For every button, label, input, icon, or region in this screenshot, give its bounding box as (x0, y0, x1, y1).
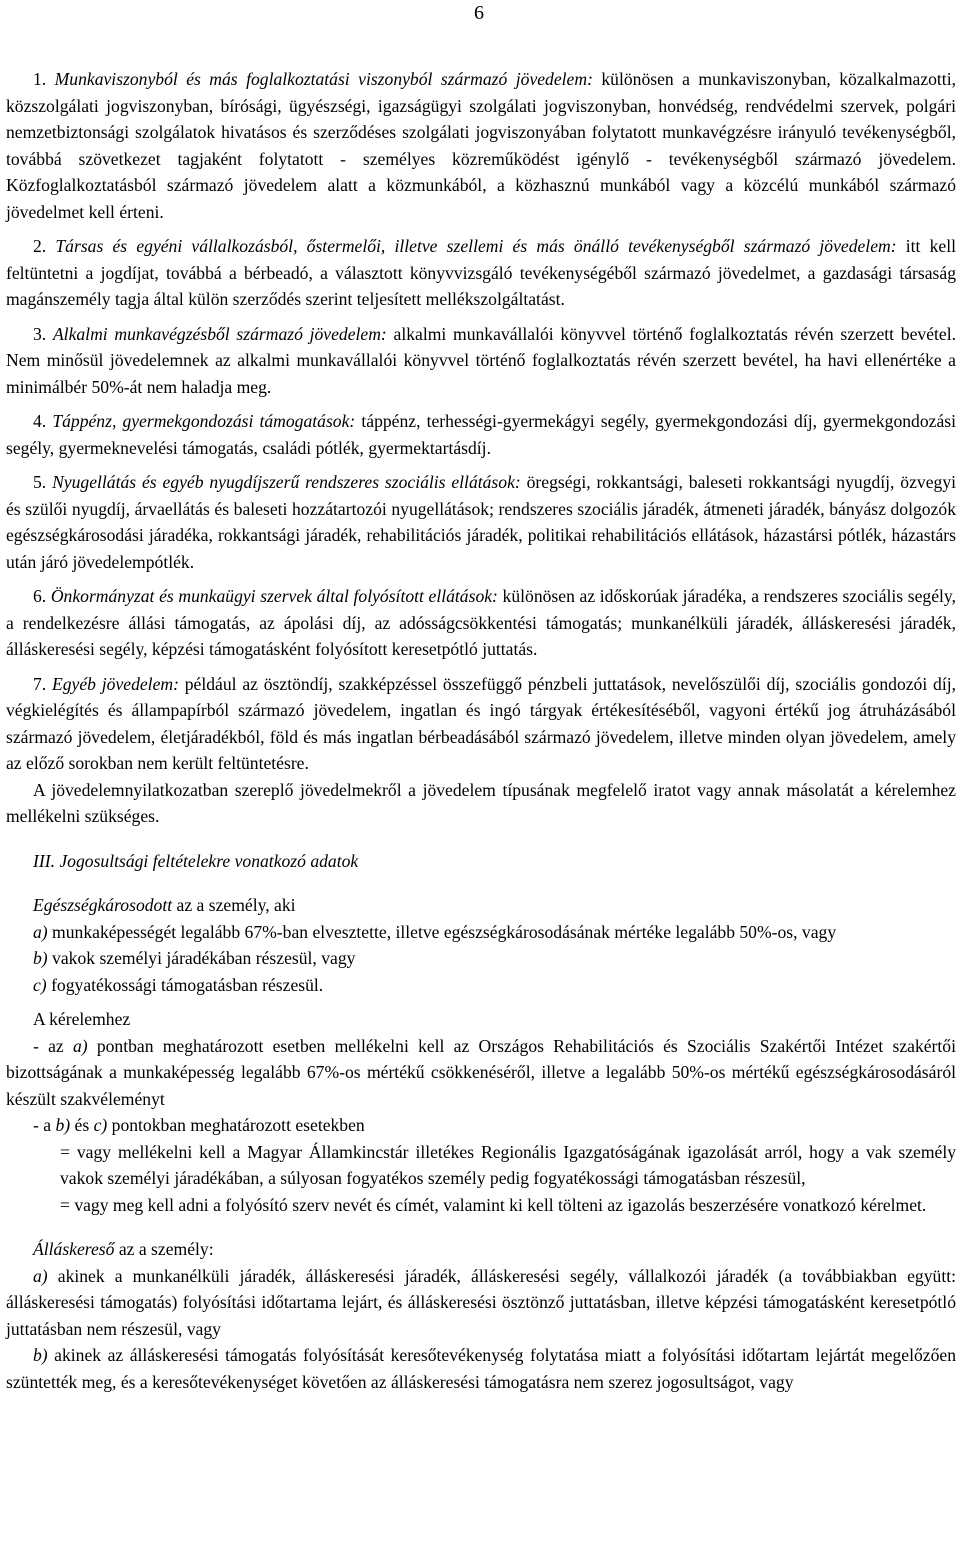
item-title: Nyugellátás és egyéb nyugdíjszerű rendszeres szociális ellátások: (52, 472, 521, 492)
item-text: táppénz, terhességi-gyermekágyi segély, gyermekgondozási díj, gyermekgondozási segély, gyermeknevelési támogatás, családi pótlék, gyermektartásdíj. (6, 411, 956, 458)
unemployed-option-b: b) akinek az álláskeresési támogatás folyósítását keresőtevékenység folytatása miatt a folyósítási időtartam lejártát megelőzően szüntették meg, és a keresőtevékenységet követően az álláskeresési támogatásra nem szerez jogosultságot, vagy (6, 1345, 956, 1392)
item-number: 7. (33, 673, 47, 694)
item-text: különösen az időskorúak járadéka, a rendszeres szociális segély, a rendelkezésre állási támogatás, az ápolási díj, az adósságcsökkentési támogatás; munkanélküli járadék, álláskeresési járadék, álláskeresési segély, képzési támogatásként folyósított keresetpótló juttatás. (6, 586, 956, 659)
item-text: például az ösztöndíj, szakképzéssel összefüggő pénzbeli juttatások, nevelőszülői díj, szociális gondozói díj, végkielégítés és állampapírból származó jövedelem, ingatlan és ingó tárgyak értékesítéséből, vagyoni értékű jog átruházásából származó jövedelem, életjáradékból, föld és más ingatlan bérbeadásából származó jövedelem, illetve minden olyan jövedelem, amely az előző sorokban nem került feltüntetésre. (6, 673, 957, 773)
item-number: 1. (33, 69, 47, 89)
page-number: 6 (474, 2, 484, 24)
defined-term: Álláskereső (33, 1239, 115, 1259)
closing-note: A jövedelemnyilatkozatban szereplő jövedelmekről a jövedelem típusának megfelelő iratot vagy annak másolatát a kérelemhez mellékelni szükséges. (6, 779, 956, 826)
unemployed-option-a: a) akinek a munkanélküli járadék, álláskeresési járadék, álláskeresési segély, vállalkozói járadék (a továbbiakban együtt: álláskeresési támogatás) folyósítási időtartama lejárt, és álláskeresési ösztönző juttatásban, illetve képzési támogatásként keresetpótló juttatásban nem részesül, vagy (6, 1265, 956, 1339)
disabled-option-a: a) munkaképességét legalább 67%-ban elvesztette, illetve egészségkárosodásának mértéke legalább 50%-os, vagy (33, 921, 837, 942)
item-number: 3. (33, 323, 47, 344)
item-title: Önkormányzat és munkaügyi szervek által folyósított ellátások: (50, 586, 498, 606)
item-title: Alkalmi munkavégzésből származó jövedelem: (52, 323, 387, 344)
income-item-7 (6, 671, 956, 777)
income-item-6 (6, 583, 956, 663)
disabled-definition: Egészségkárosodott az a személy, aki (33, 895, 296, 915)
item-title: Táppénz, gyermekgondozási támogatások: (52, 411, 356, 431)
item-title: Egyéb jövedelem: (52, 673, 179, 694)
attachment-bc-option-2: = vagy meg kell adni a folyósító szerv nevét és címét, valamint ki kell tölteni az igazolás beszerzésére vonatkozó kérelmet. (60, 1194, 927, 1215)
item-text: különösen a munkaviszonyban, közalkalmazotti, közszolgálati jogviszonyban, bírósági, ügyészségi, igazságügyi szolgálati jogviszonyban, honvédség, rendvédelmi szervek, polgári nemzetbiztonsági szolgálatok hivatásos és szerződéses szolgálati jogviszonyában folytatott munkavégzésre irányuló tevékenységből, továbbá szövetkezet tagjaként folytatott - személyes közreműködést igénylő - tevékenységből származó jövedelem. Közfoglalkoztatásból származó jövedelem alatt a közmunkából, a közhasznú munkából vagy a közcélú munkából származó jövedelmet kell érteni. (6, 69, 956, 222)
item-title: Munkaviszonyból és más foglalkoztatási viszonyból származó jövedelem: (54, 69, 593, 89)
attachment-bc-option-1: = vagy mellékelni kell a Magyar Államkincstár illetékes Regionális Igazgatóságának igazolását arról, hogy a vak személy vakok személyi járadékában, a súlyosan fogyatékos személy pedig fogyatékossági támogatásban részesül, (60, 1141, 956, 1188)
item-number: 2. (33, 236, 47, 256)
item-number: 5. (33, 472, 47, 492)
item-text: öregségi, rokkantsági, baleseti rokkantsági nyugdíj, özvegyi és szülői nyugdíj, árvaellátás és baleseti hozzátartozói nyugellátások; rendszeres szociális járadék, átmeneti járadék, bányász dolgozók egészségkárosodási járadéka, rokkantsági járadék, rehabilitációs járadék, politikai rehabilitációs ellátások, házastársi pótlék, házastárs után járó jövedelempótlék. (6, 472, 956, 572)
attachment-bc: - a b) és c) pontokban meghatározott esetekben (33, 1115, 365, 1135)
item-number: 6. (33, 586, 47, 606)
item-title: Társas és egyéni vállalkozásból, őstermelői, illetve szellemi és más önálló tevékenységből származó jövedelem: (55, 236, 897, 256)
income-item-3 (6, 321, 956, 401)
document-body (6, 66, 956, 1395)
item-text: itt kell feltüntetni a jogdíjat, továbbá a bérbeadó, a választott könyvvizsgáló tevékenységéből származó jövedelmet, a gazdasági társaság magánszemély tagja által külön szerződés szerint teljesített mellékszolgáltatást. (6, 236, 956, 309)
income-item-4 (6, 408, 956, 461)
income-item-1 (6, 66, 956, 225)
section-heading: III. Jogosultsági feltételekre vonatkozó adatok (33, 850, 359, 871)
income-item-2 (6, 233, 956, 313)
attachment-intro: A kérelemhez (33, 1009, 131, 1029)
attachment-a: - az a) pontban meghatározott esetben mellékelni kell az Országos Rehabilitációs és Szociális Szakértői Intézet szakértői bizottságának a munkaképesség legalább 67%-os mértékű csökkenéséről, illetve a legalább 50%-os mértékű egészségkárosodásáról készült szakvéleményt (6, 1035, 956, 1109)
item-number: 4. (33, 411, 47, 431)
defined-term: Egészségkárosodott (33, 895, 173, 915)
item-text: alkalmi munkavállalói könyvvel történő foglalkoztatás révén szerzett bevétel. Nem minősül jövedelemnek az alkalmi munkavállalói könyvvel történő foglalkoztatás révén szerzett bevétel, ha havi ellenértéke a minimálbér 50%-át nem haladja meg. (6, 323, 956, 397)
income-item-5 (6, 469, 956, 575)
disabled-option-b: b) vakok személyi járadékában részesül, vagy (33, 948, 356, 968)
unemployed-definition: Álláskereső az a személy: (33, 1239, 214, 1259)
disabled-option-c: c) fogyatékossági támogatásban részesül. (33, 974, 324, 995)
